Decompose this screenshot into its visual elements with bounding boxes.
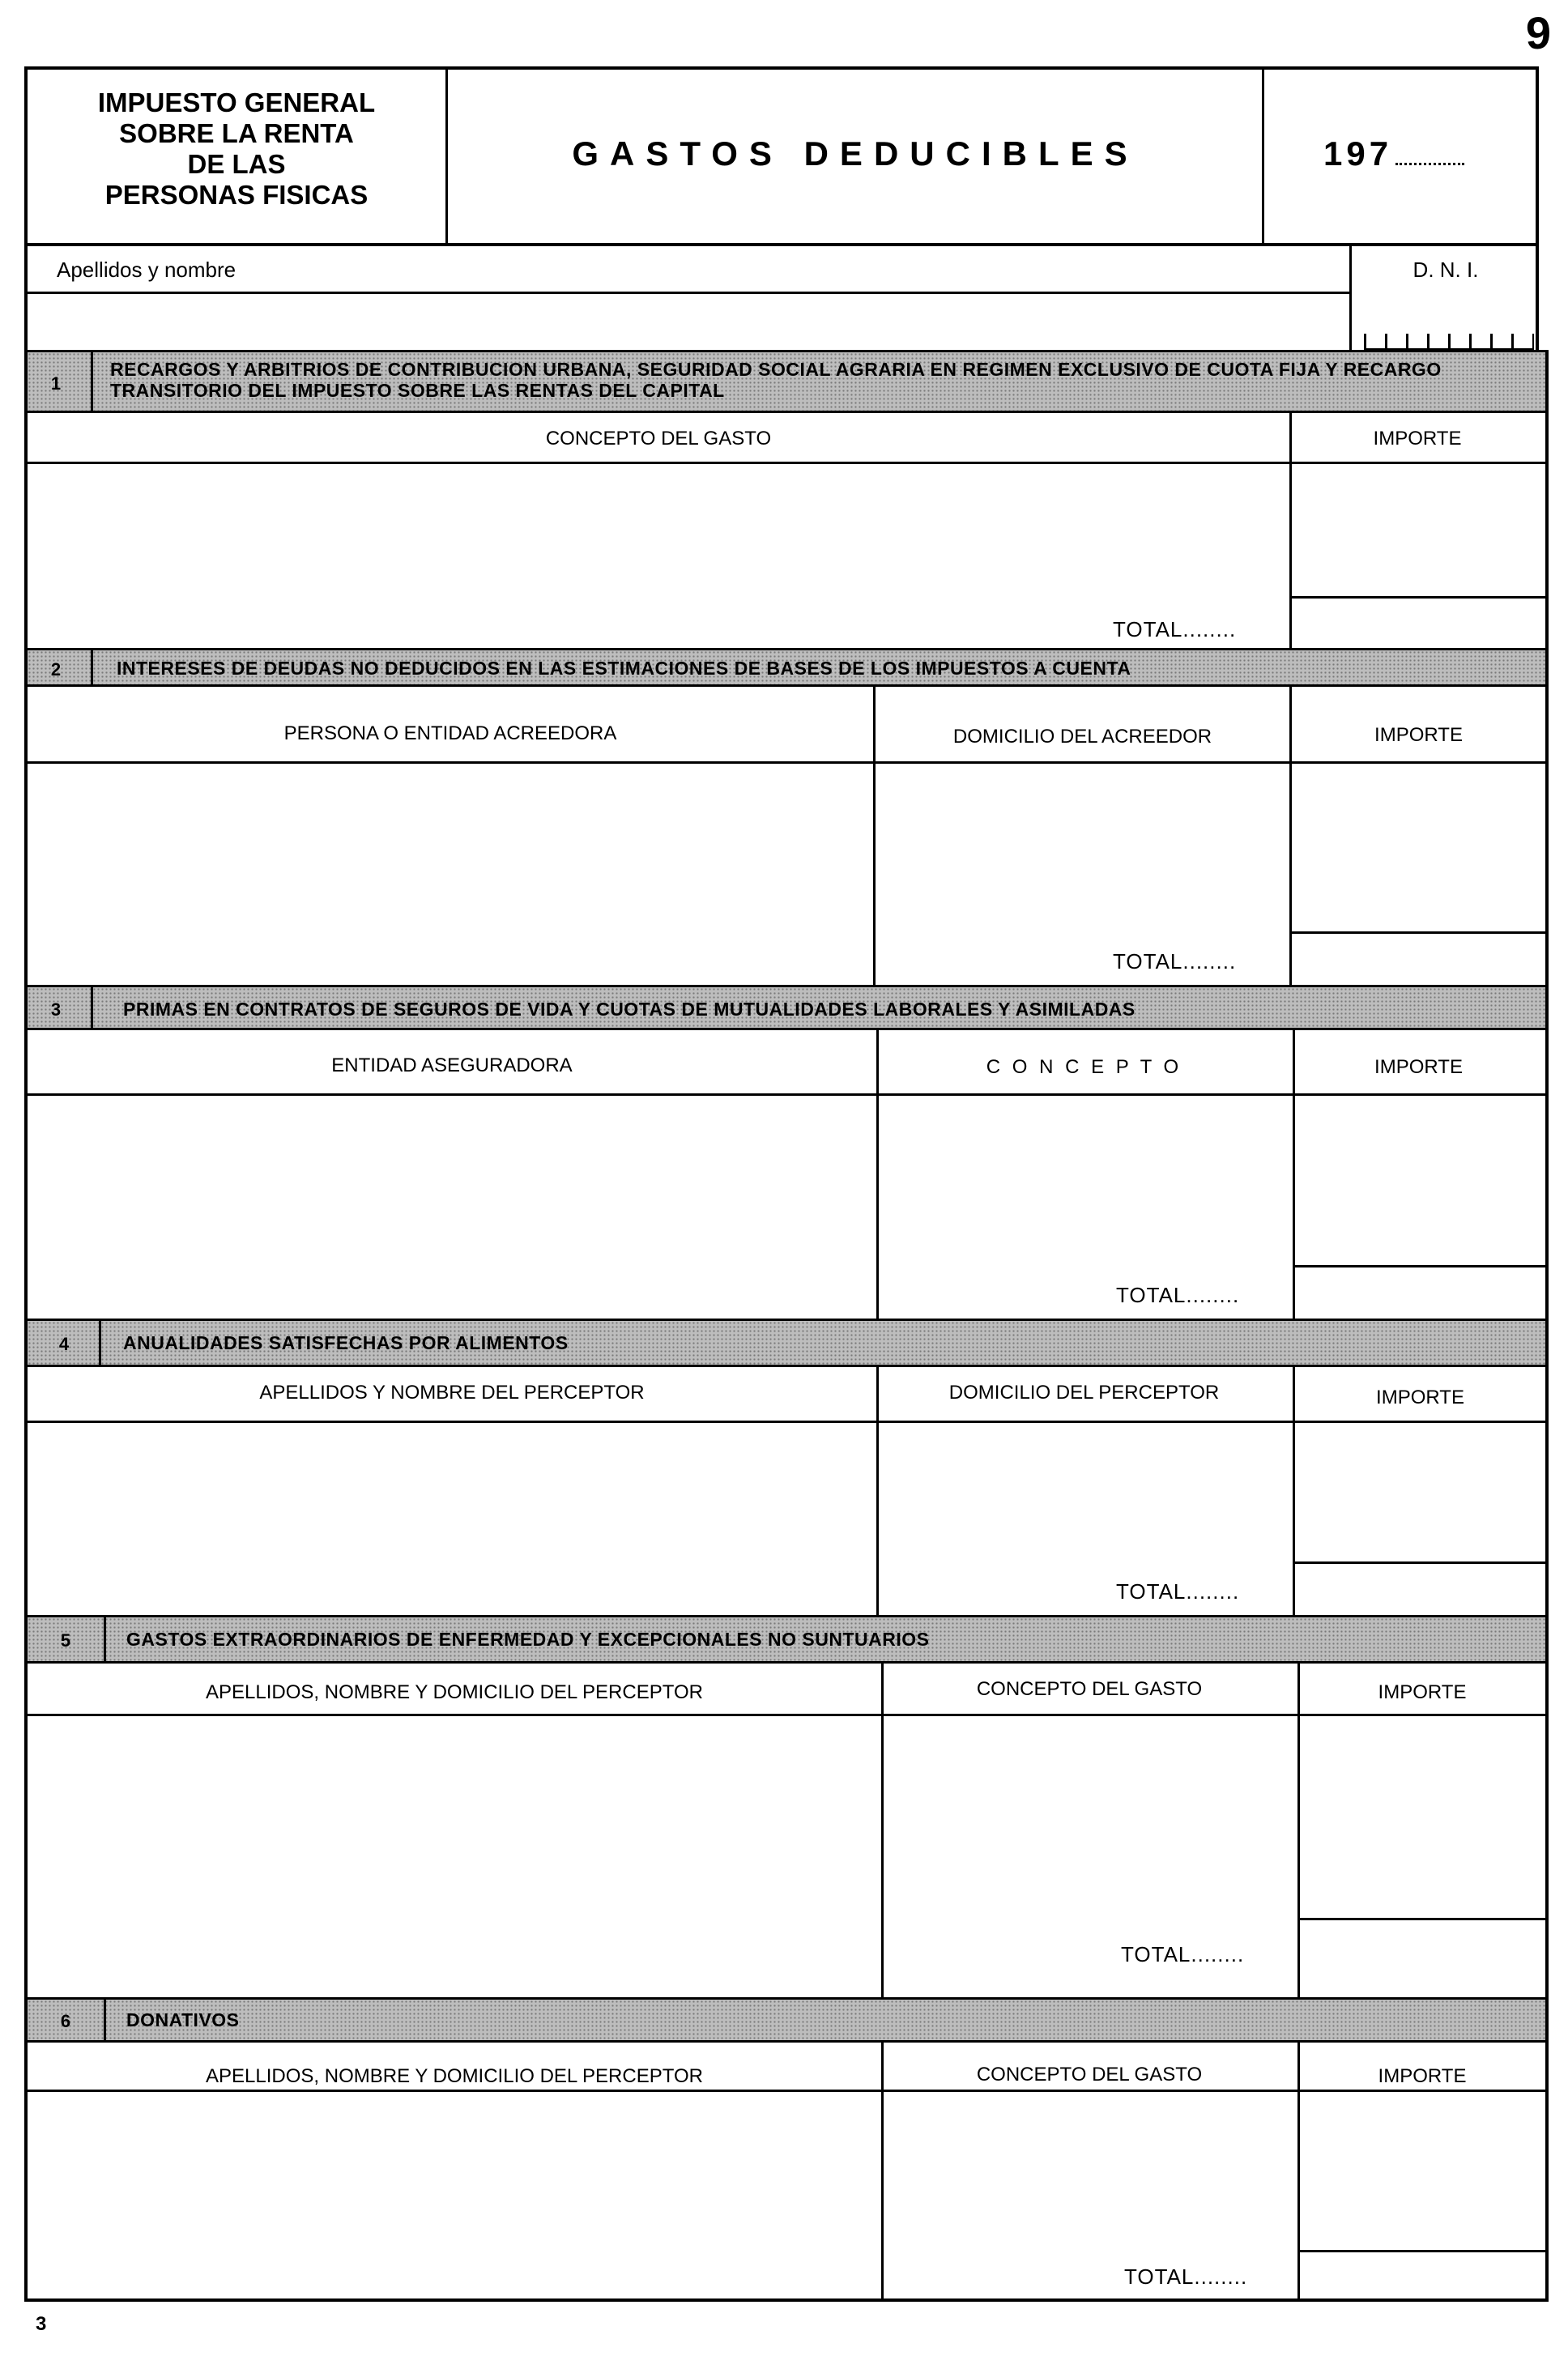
column-header: ENTIDAD ASEGURADORA [331, 1054, 573, 1076]
entry-area[interactable] [28, 1716, 880, 1996]
importe-entry[interactable] [1300, 2092, 1545, 2248]
total-input[interactable] [1295, 1564, 1545, 1614]
section-title: ANUALIDADES SATISFECHAS POR ALIMENTOS [123, 1332, 569, 1353]
section-number: 4 [58, 1334, 70, 1354]
section-title: INTERESES DE DEUDAS NO DEDUCIDOS EN LAS ESTIMACIONES DE BASES DE LOS IMPUESTOS A CUENTA [117, 658, 1131, 679]
column-header: APELLIDOS Y NOMBRE DEL PERCEPTOR [259, 1382, 645, 1404]
column-header: CONCEPTO DEL GASTO [976, 1678, 1203, 1700]
column-header: IMPORTE [1378, 1681, 1467, 1703]
column-header: DOMICILIO DEL PERCEPTOR [948, 1382, 1220, 1404]
year-prefix: 197 [1323, 134, 1393, 173]
total-label: TOTAL........ [1113, 617, 1237, 641]
name-input[interactable] [28, 294, 1349, 351]
section-title: PRIMAS EN CONTRATOS DE SEGUROS DE VIDA Y CUOTAS DE MUTUALIDADES LABORALES Y ASIMILADAS [123, 999, 1136, 1020]
total-input[interactable] [1300, 2252, 1545, 2298]
entry-area[interactable] [28, 2092, 880, 2298]
total-label: TOTAL........ [1121, 1942, 1245, 1966]
dni-input[interactable] [1364, 324, 1534, 351]
importe-entry[interactable] [1292, 764, 1545, 930]
column-header: C O N C E P T O [986, 1056, 1182, 1078]
entry-area[interactable] [879, 1423, 1291, 1614]
entry-area[interactable] [28, 1423, 875, 1614]
section-header [28, 1319, 1545, 1367]
tax-title-line: IMPUESTO GENERAL [97, 87, 376, 117]
tax-title-line: DE LAS [187, 149, 286, 179]
column-header: CONCEPTO DEL GASTO [545, 428, 772, 449]
entry-area[interactable] [28, 1096, 875, 1318]
column-header: CONCEPTO DEL GASTO [976, 2064, 1203, 2085]
total-label: TOTAL........ [1124, 2264, 1248, 2289]
year-field[interactable] [1323, 134, 1566, 173]
name-label: Apellidos y nombre [57, 258, 236, 282]
importe-entry[interactable] [1295, 1423, 1545, 1560]
section-title: GASTOS EXTRAORDINARIOS DE ENFERMEDAD Y EXCEPCIONALES NO SUNTUARIOS [126, 1629, 930, 1650]
total-label: TOTAL........ [1116, 1283, 1240, 1307]
sections-frame [24, 350, 1549, 2302]
entry-area[interactable] [28, 764, 871, 984]
entry-area[interactable] [876, 764, 1288, 984]
column-header: IMPORTE [1374, 724, 1463, 746]
section-number: 6 [60, 2011, 71, 2031]
column-header: IMPORTE [1374, 1056, 1463, 1078]
importe-entry[interactable] [1300, 1716, 1545, 1916]
tax-title-line: PERSONAS FISICAS [104, 180, 369, 210]
form-header [24, 66, 1539, 246]
section-number: 3 [50, 999, 62, 1020]
column-header: APELLIDOS, NOMBRE Y DOMICILIO DEL PERCEPTOR [206, 2065, 703, 2087]
section-number: 2 [50, 659, 62, 680]
identity-block [24, 243, 1539, 353]
section-header [28, 350, 1545, 413]
column-header: DOMICILIO DEL ACREEDOR [952, 726, 1212, 748]
tax-title-line: SOBRE LA RENTA [119, 118, 354, 148]
section-title: DONATIVOS [126, 2009, 240, 2030]
section-header [28, 1997, 1545, 2043]
footer-number: 3 [36, 2313, 47, 2335]
column-header: IMPORTE [1376, 1387, 1464, 1408]
total-input[interactable] [1300, 1920, 1545, 1996]
entry-area[interactable] [884, 1716, 1296, 1996]
section-header [28, 1615, 1545, 1664]
form-title: GASTOS DEDUCIBLES [572, 134, 1139, 173]
column-header: APELLIDOS, NOMBRE Y DOMICILIO DEL PERCEPTOR [206, 1681, 703, 1703]
page-number: 9 [1525, 7, 1551, 58]
column-header: IMPORTE [1373, 428, 1462, 449]
section-title: RECARGOS Y ARBITRIOS DE CONTRIBUCION URBANA, SEGURIDAD SOCIAL AGRARIA EN REGIMEN EXCLUSIVO DE CUOTA FIJA Y RECARGO TRANSITORIO DEL IMPUESTO SOBRE LAS RENTAS DEL CAPITAL [110, 359, 1442, 401]
column-header: IMPORTE [1378, 2065, 1467, 2087]
section-number: 5 [60, 1630, 71, 1651]
section-header [28, 648, 1545, 687]
entry-area[interactable] [28, 464, 1288, 646]
total-label: TOTAL........ [1116, 1579, 1240, 1604]
dni-label: D. N. I. [1412, 258, 1479, 282]
importe-entry[interactable] [1292, 464, 1545, 594]
section-number: 1 [50, 373, 62, 394]
entry-area[interactable] [879, 1096, 1291, 1318]
column-header: PERSONA O ENTIDAD ACREEDORA [283, 722, 617, 744]
total-label: TOTAL........ [1113, 949, 1237, 974]
entry-area[interactable] [884, 2092, 1296, 2298]
tax-title [28, 87, 445, 211]
section-header [28, 985, 1545, 1030]
total-input[interactable] [1292, 599, 1545, 647]
total-input[interactable] [1292, 934, 1545, 984]
importe-entry[interactable] [1295, 1096, 1545, 1263]
total-input[interactable] [1295, 1267, 1545, 1318]
